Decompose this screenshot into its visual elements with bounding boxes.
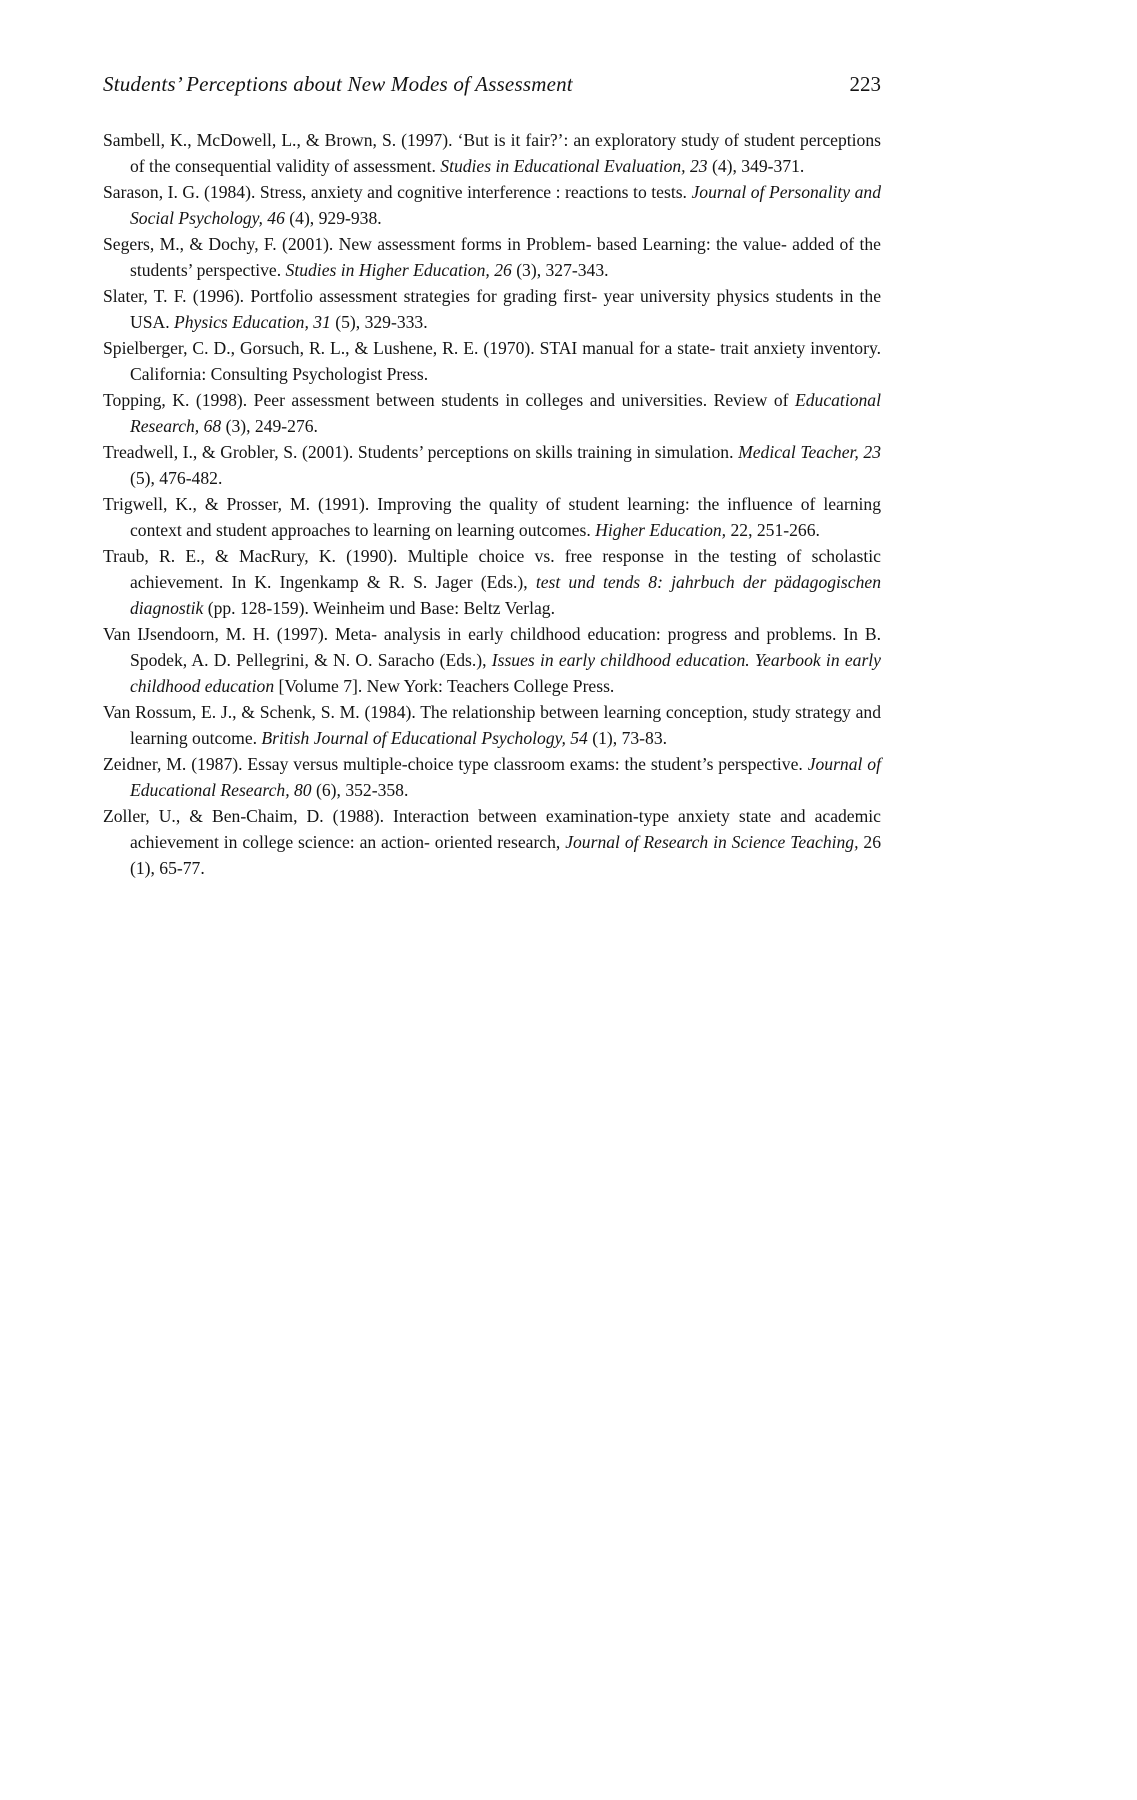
reference-item xyxy=(103,335,881,387)
reference-item xyxy=(103,699,881,751)
reference-segment: Traub, R. E., & MacRury, K. (1990). Multiple choice vs. free response in the testing of scholastic achievement. In K. Ingenkamp & R. S. Jager (Eds.), xyxy=(103,546,881,592)
reference-segment-italic: Higher Education, xyxy=(595,520,727,540)
reference-segment: Topping, K. (1998). Peer assessment between students in colleges and universities. Review of xyxy=(103,390,795,410)
reference-segment: Van IJsendoorn, M. H. (1997). Meta- analysis in early childhood education: progress and problems. In B. Spodek, A. D. Pellegrini, & N. O. Saracho (Eds.), xyxy=(103,624,881,670)
reference-segment-italic: Educational Research, 68 xyxy=(130,390,881,436)
reference-segment: (3), 249-276. xyxy=(221,416,318,436)
reference-segment: (4), 349-371. xyxy=(707,156,805,176)
reference-segment-italic: test und tends 8: jahrbuch der pädagogischen diagnostik xyxy=(130,572,881,618)
reference-item xyxy=(103,621,881,699)
reference-segment: 22, 251-266. xyxy=(726,520,820,540)
reference-segment-italic: British Journal of Educational Psychology, 54 xyxy=(261,728,588,748)
reference-segment: Zoller, U., & Ben-Chaim, D. (1988). Interaction between examination-type anxiety state and academic achievement in college science: an action- oriented research, xyxy=(103,806,881,852)
reference-segment: 26 (1), 65-77. xyxy=(130,832,881,878)
page-number: 223 xyxy=(849,72,881,96)
reference-segment-italic: Medical Teacher, 23 xyxy=(738,442,881,462)
reference-segment: [Volume 7]. New York: Teachers College Press. xyxy=(274,676,615,696)
page-content xyxy=(103,72,881,881)
reference-item xyxy=(103,283,881,335)
reference-segment: Spielberger, C. D., Gorsuch, R. L., & Lushene, R. E. (1970). STAI manual for a state- trait anxiety inventory. California: Consulting Psychologist Press. xyxy=(103,338,881,384)
reference-item xyxy=(103,751,881,803)
page-header xyxy=(103,72,881,97)
reference-item xyxy=(103,803,881,881)
reference-list xyxy=(103,127,881,881)
reference-segment-italic: Studies in Educational Evaluation, 23 xyxy=(440,156,708,176)
reference-segment: Segers, M., & Dochy, F. (2001). New assessment forms in Problem- based Learning: the value- added of the students’ perspective. xyxy=(103,234,881,280)
reference-segment-italic: Studies in Higher Education, 26 xyxy=(285,260,512,280)
reference-segment: Zeidner, M. (1987). Essay versus multiple-choice type classroom exams: the student’s perspective. xyxy=(103,754,808,774)
reference-item xyxy=(103,179,881,231)
reference-segment: Sarason, I. G. (1984). Stress, anxiety and cognitive interference : reactions to tests. xyxy=(103,182,692,202)
reference-segment: (3), 327-343. xyxy=(511,260,609,280)
running-title: Students’ Perceptions about New Modes of Assessment xyxy=(103,72,573,96)
reference-segment: Sambell, K., McDowell, L., & Brown, S. (1997). ‘But is it fair?’: an exploratory study of student perceptions of the consequential validity of assessment. xyxy=(103,130,881,176)
reference-segment-italic: Issues in early childhood education. Yearbook in early childhood education xyxy=(130,650,881,696)
reference-item xyxy=(103,387,881,439)
reference-segment-italic: Journal of Educational Research, 80 xyxy=(130,754,881,800)
reference-segment: (6), 352-358. xyxy=(311,780,409,800)
reference-segment-italic: Journal of Research in Science Teaching, xyxy=(565,832,859,852)
reference-segment: (4), 929-938. xyxy=(284,208,382,228)
reference-segment: Slater, T. F. (1996). Portfolio assessment strategies for grading first- year university physics students in the USA. xyxy=(103,286,881,332)
reference-segment: (pp. 128-159). Weinheim und Base: Beltz Verlag. xyxy=(203,598,556,618)
reference-segment: (5), 329-333. xyxy=(330,312,428,332)
reference-segment-italic: Physics Education, 31 xyxy=(174,312,331,332)
reference-item xyxy=(103,231,881,283)
reference-segment: Treadwell, I., & Grobler, S. (2001). Students’ perceptions on skills training in simulation. xyxy=(103,442,739,462)
reference-segment: (5), 476-482. xyxy=(130,468,223,488)
reference-item xyxy=(103,491,881,543)
reference-item xyxy=(103,127,881,179)
reference-item xyxy=(103,543,881,621)
reference-segment: (1), 73-83. xyxy=(587,728,668,748)
reference-segment-italic: Journal of Personality and Social Psychology, 46 xyxy=(130,182,881,228)
reference-item xyxy=(103,439,881,491)
reference-segment: Trigwell, K., & Prosser, M. (1991). Improving the quality of student learning: the influence of learning context and student approaches to learning on learning outcomes. xyxy=(103,494,881,540)
reference-segment: Van Rossum, E. J., & Schenk, S. M. (1984). The relationship between learning conception, study strategy and learning outcome. xyxy=(103,702,881,748)
